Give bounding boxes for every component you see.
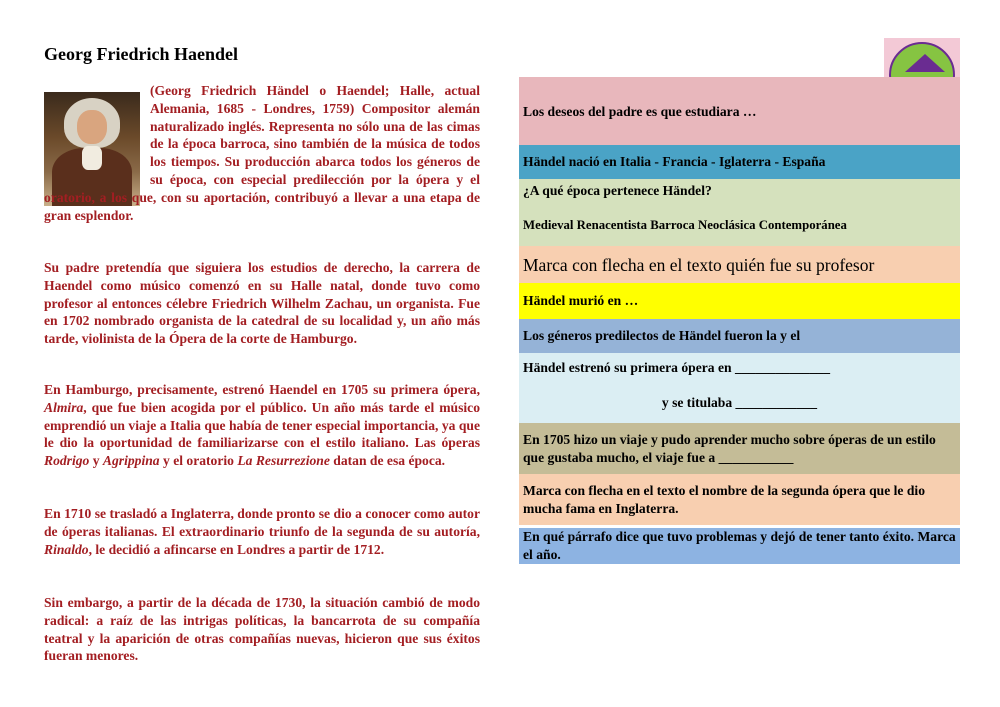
question-6: Los géneros predilectos de Händel fueron la y el	[519, 319, 960, 353]
question-9: Marca con flecha en el texto el nombre de la segunda ópera que le dio mucha fama en Inglaterra.	[519, 474, 960, 525]
paragraph-2: Su padre pretendía que siguiera los estudios de derecho, la carrera de Haendel como músico comenzó en su Halle natal, donde tuvo como profesor al entonces célebre Friedrich Wilhelm Zachau, un organista. Fue en 1702 nombrado organista de la catedral de su localidad y, un año más tarde, violinista de la Ópera de la corte de Hamburgo.	[44, 260, 480, 347]
question-3-options: Medieval Renacentista Barroca Neoclásica Contemporánea	[519, 203, 960, 246]
question-5: Händel murió en …	[519, 283, 960, 319]
paragraph-5: Sin embargo, a partir de la década de 1730, la situación cambió de modo radical: a raíz de las intrigas políticas, la bancarrota de su compañía teatral y la aparición de otras compañías nuevas, hicieron que sus éxitos fueran menores.	[44, 595, 480, 664]
question-1: Los deseos del padre es que estudiara …	[519, 77, 960, 145]
intro-text: (Georg Friedrich Händel o Haendel; Halle, actual Alemania, 1685 - Londres, 1759) Compositor alemán naturalizado inglés. Representa no sólo una de las cimas de la época barroca, sino también de la música de todos los tiempos. Su producción abarca todos los géneros de su época, con especial predilección por la ópera y el oratorio, a los que, con su aportación, contribuyó a llevar a una etapa de gran esplendor.	[44, 83, 480, 223]
paragraph-3: En Hamburgo, precisamente, estrenó Haendel en 1705 su primera ópera, Almira, que fue bien acogida por el público. Un año más tarde el músico emprendió un viaje a Italia que había de tener especial importancia, ya que le dio la oportunidad de familiarizarse con el estilo italiano. Las óperas Rodrigo y Agrippina y el oratorio La Resurrezione datan de esa época.	[44, 382, 480, 469]
question-7: Händel estrenó su primera ópera en ______________	[519, 353, 960, 383]
question-3: ¿A qué época pertenece Händel?	[519, 179, 960, 203]
page-title: Georg Friedrich Haendel	[44, 44, 238, 64]
paragraph-4: En 1710 se trasladó a Inglaterra, donde pronto se dio a conocer como autor de óperas italianas. El extraordinario triunfo de la segunda de su autoría, Rinaldo, le decidió a afincarse en Londres a partir de 1712.	[44, 506, 480, 557]
question-2: Händel nació en Italia - Francia - Iglaterra - España	[519, 145, 960, 179]
question-7b: y se titulaba ____________	[519, 383, 960, 423]
question-4: Marca con flecha en el texto quién fue su profesor	[519, 246, 960, 283]
question-10: En qué párrafo dice que tuvo problemas y dejó de tener tanto éxito. Marca el año.	[519, 528, 960, 564]
question-8: En 1705 hizo un viaje y pudo aprender mucho sobre óperas de un estilo que gustaba mucho, el viaje fue a ___________	[519, 423, 960, 474]
intro-paragraph	[44, 82, 480, 224]
